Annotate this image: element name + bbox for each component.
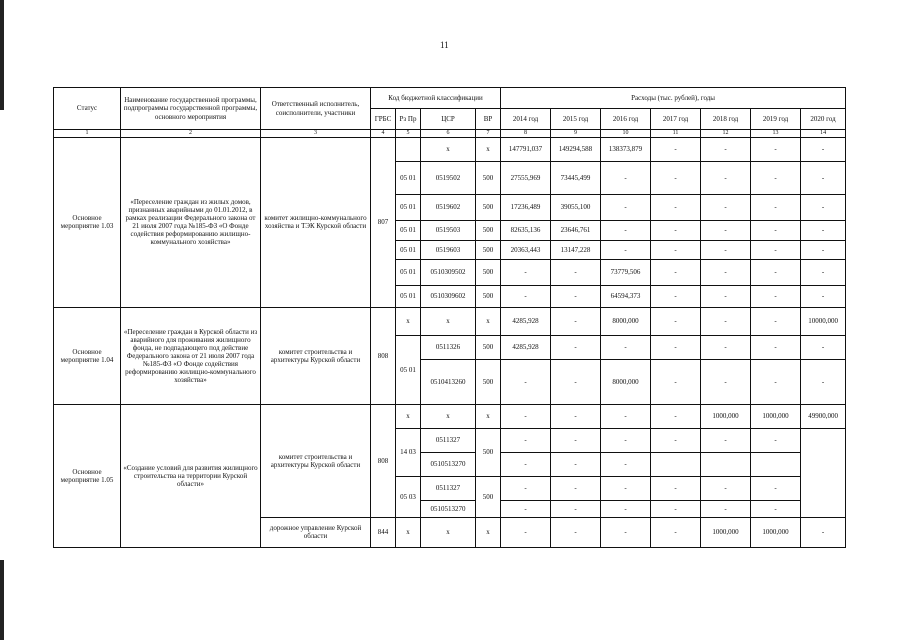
value-cell: -	[651, 307, 701, 335]
value-cell: 82635,136	[501, 220, 551, 240]
grbs-cell: 844	[371, 517, 396, 547]
rzpr-cell: 05 03	[396, 476, 421, 517]
value-cell: -	[501, 404, 551, 428]
col-number: 11	[651, 130, 701, 138]
col-number: 3	[261, 130, 371, 138]
value-cell: -	[651, 259, 701, 285]
value-cell: -	[801, 335, 846, 359]
value-cell: 4285,928	[501, 307, 551, 335]
value-cell: -	[551, 500, 601, 517]
value-cell: -	[751, 335, 801, 359]
scan-edge-bottom	[0, 560, 4, 640]
header-program-name: Наименование государственной программы, подпрограммы государственной программы, основного мероприятия	[121, 88, 261, 130]
value-cell: -	[751, 476, 801, 500]
header-year: 2016 год	[601, 109, 651, 130]
value-cell: -	[701, 137, 751, 161]
header-rzpr: Рз Пр	[396, 109, 421, 130]
scan-edge-top	[0, 0, 4, 110]
value-cell: -	[701, 335, 751, 359]
value-cell: -	[551, 517, 601, 547]
rzpr-cell: 05 01	[396, 220, 421, 240]
vr-cell: 500	[476, 240, 501, 259]
value-cell: -	[751, 285, 801, 307]
rzpr-cell	[396, 137, 421, 161]
vr-cell: 500	[476, 259, 501, 285]
col-number: 7	[476, 130, 501, 138]
value-cell: 8000,000	[601, 359, 651, 404]
budget-table	[53, 87, 846, 548]
value-cell: 13147,228	[551, 240, 601, 259]
value-cell: -	[501, 259, 551, 285]
header-year: 2017 год	[651, 109, 701, 130]
header-executor: Ответственный исполнитель, соисполнители, участники	[261, 88, 371, 130]
value-cell: -	[601, 452, 651, 476]
col-number: 6	[421, 130, 476, 138]
col-number: 1	[54, 130, 121, 138]
value-cell: -	[651, 285, 701, 307]
value-cell: -	[801, 161, 846, 194]
col-number: 12	[701, 130, 751, 138]
value-cell: 4285,928	[501, 335, 551, 359]
header-csr: ЦСР	[421, 109, 476, 130]
value-cell: 1000,000	[751, 404, 801, 428]
csr-cell: х	[421, 404, 476, 428]
csr-cell: 0511327	[421, 428, 476, 452]
value-cell: -	[751, 428, 801, 452]
value-cell: 73779,506	[601, 259, 651, 285]
value-cell: 8000,000	[601, 307, 651, 335]
value-cell: -	[701, 428, 751, 452]
value-cell: 17236,489	[501, 194, 551, 220]
value-cell: -	[701, 307, 751, 335]
vr-cell: х	[476, 404, 501, 428]
csr-cell: 0510309602	[421, 285, 476, 307]
value-cell: 147791,037	[501, 137, 551, 161]
value-cell: -	[501, 428, 551, 452]
value-cell: -	[801, 359, 846, 404]
value-cell: 73445,499	[551, 161, 601, 194]
executor-cell: дорожное управление Курской области	[261, 517, 371, 547]
value-cell: -	[651, 335, 701, 359]
header-status: Статус	[54, 88, 121, 130]
table-row	[54, 307, 846, 335]
value-cell: -	[501, 500, 551, 517]
value-cell: -	[651, 359, 701, 404]
vr-cell: 500	[476, 161, 501, 194]
value-cell: -	[651, 240, 701, 259]
value-cell: -	[801, 194, 846, 220]
value-cell: -	[701, 194, 751, 220]
rzpr-cell: 05 01	[396, 285, 421, 307]
column-number-row	[54, 130, 846, 138]
rzpr-cell: х	[396, 404, 421, 428]
vr-cell: 500	[476, 335, 501, 359]
value-cell: -	[701, 359, 751, 404]
value-cell: -	[551, 476, 601, 500]
program-name-cell: «Переселение граждан из жилых домов, признанных аварийными до 01.01.2012, в рамках реализации Федерального закона от 21 июля 2007 года №185-ФЗ «О Фонде содействия реформированию жилищно-коммунального хозяйства»	[121, 137, 261, 307]
page-number: 11	[440, 40, 449, 50]
value-cell: -	[501, 359, 551, 404]
csr-cell: 0510309502	[421, 259, 476, 285]
csr-cell: 0510513270	[421, 452, 476, 476]
value-cell: 27555,969	[501, 161, 551, 194]
value-cell: 1000,000	[751, 517, 801, 547]
header-year: 2018 год	[701, 109, 751, 130]
value-cell: -	[601, 220, 651, 240]
value-cell: -	[801, 240, 846, 259]
value-cell: -	[601, 161, 651, 194]
rzpr-cell: 05 01	[396, 194, 421, 220]
csr-cell: 0510413260	[421, 359, 476, 404]
vr-cell: 500	[476, 428, 501, 476]
csr-cell: 0511327	[421, 476, 476, 500]
value-cell: -	[801, 517, 846, 547]
header-grbs: ГРБС	[371, 109, 396, 130]
col-number: 10	[601, 130, 651, 138]
vr-cell: х	[476, 137, 501, 161]
value-cell: -	[701, 285, 751, 307]
status-cell: Основное мероприятие 1.04	[54, 307, 121, 404]
value-cell: -	[751, 137, 801, 161]
value-cell: -	[651, 404, 701, 428]
value-cell: -	[801, 220, 846, 240]
value-cell: -	[551, 285, 601, 307]
executor-cell: комитет строительства и архитектуры Курской области	[261, 307, 371, 404]
col-number: 9	[551, 130, 601, 138]
csr-cell: х	[421, 307, 476, 335]
value-cell: -	[751, 194, 801, 220]
value-cell-empty	[801, 428, 846, 517]
vr-cell: х	[476, 517, 501, 547]
value-cell: -	[751, 500, 801, 517]
vr-cell: 500	[476, 476, 501, 517]
value-cell: -	[651, 517, 701, 547]
value-cell: 49900,000	[801, 404, 846, 428]
rzpr-cell: х	[396, 517, 421, 547]
value-cell: 10000,000	[801, 307, 846, 335]
executor-cell: комитет строительства и архитектуры Курской области	[261, 404, 371, 517]
value-cell: -	[701, 220, 751, 240]
csr-cell: х	[421, 137, 476, 161]
status-cell: Основное мероприятие 1.03	[54, 137, 121, 307]
value-cell-empty	[701, 452, 751, 476]
grbs-cell: 807	[371, 137, 396, 307]
value-cell: -	[601, 500, 651, 517]
value-cell: -	[551, 335, 601, 359]
header-year: 2014 год	[501, 109, 551, 130]
rzpr-cell: х	[396, 307, 421, 335]
rzpr-cell: 14 03	[396, 428, 421, 476]
value-cell: -	[751, 307, 801, 335]
grbs-cell: 808	[371, 307, 396, 404]
value-cell: -	[601, 428, 651, 452]
value-cell: -	[551, 359, 601, 404]
value-cell: -	[801, 259, 846, 285]
value-cell: -	[551, 404, 601, 428]
value-cell: -	[501, 452, 551, 476]
value-cell: -	[801, 137, 846, 161]
value-cell: -	[601, 404, 651, 428]
col-number: 8	[501, 130, 551, 138]
value-cell: 1000,000	[701, 404, 751, 428]
value-cell: -	[801, 285, 846, 307]
value-cell: -	[551, 452, 601, 476]
value-cell: -	[701, 259, 751, 285]
header-year: 2015 год	[551, 109, 601, 130]
value-cell: 1000,000	[701, 517, 751, 547]
table-row	[54, 137, 846, 161]
program-name-cell: «Переселение граждан в Курской области из аварийного для проживания жилищного фонда, не подпадающего под действие Федерального закона от 21 июля 2007 года №185-ФЗ «О Фонде содействия реформированию жилищно-коммунального хозяйства»	[121, 307, 261, 404]
header-year: 2020 год	[801, 109, 846, 130]
rzpr-cell: 05 01	[396, 240, 421, 259]
rzpr-cell: 05 01	[396, 335, 421, 404]
vr-cell: 500	[476, 359, 501, 404]
col-number: 5	[396, 130, 421, 138]
col-number: 2	[121, 130, 261, 138]
csr-cell: 0511326	[421, 335, 476, 359]
value-cell: -	[551, 307, 601, 335]
col-number: 4	[371, 130, 396, 138]
value-cell: -	[501, 476, 551, 500]
header-row	[54, 88, 846, 109]
csr-cell: 0519602	[421, 194, 476, 220]
header-budget-code: Код бюджетной классификации	[371, 88, 501, 109]
value-cell: 138373,879	[601, 137, 651, 161]
value-cell: -	[551, 428, 601, 452]
value-cell: -	[601, 517, 651, 547]
value-cell: -	[501, 517, 551, 547]
value-cell: -	[751, 240, 801, 259]
vr-cell: х	[476, 307, 501, 335]
csr-cell: 0519603	[421, 240, 476, 259]
value-cell: -	[701, 500, 751, 517]
program-name-cell: «Создание условий для развития жилищного строительства на территории Курской области»	[121, 404, 261, 547]
value-cell: 20363,443	[501, 240, 551, 259]
value-cell: -	[651, 476, 701, 500]
value-cell: -	[601, 335, 651, 359]
vr-cell: 500	[476, 220, 501, 240]
value-cell: -	[701, 240, 751, 259]
value-cell-empty	[751, 452, 801, 476]
value-cell: -	[651, 428, 701, 452]
value-cell: -	[751, 220, 801, 240]
rzpr-cell: 05 01	[396, 161, 421, 194]
value-cell: 64594,373	[601, 285, 651, 307]
executor-cell: комитет жилищно-коммунального хозяйства и ТЭК Курской области	[261, 137, 371, 307]
value-cell-empty	[651, 452, 701, 476]
header-vr: ВР	[476, 109, 501, 130]
value-cell: -	[651, 500, 701, 517]
rzpr-cell: 05 01	[396, 259, 421, 285]
value-cell: -	[751, 259, 801, 285]
vr-cell: 500	[476, 194, 501, 220]
value-cell: -	[551, 259, 601, 285]
status-cell: Основное мероприятие 1.05	[54, 404, 121, 547]
col-number: 14	[801, 130, 846, 138]
value-cell: -	[651, 194, 701, 220]
value-cell: -	[501, 285, 551, 307]
csr-cell: 0510513270	[421, 500, 476, 517]
table-row	[54, 404, 846, 428]
value-cell: -	[701, 161, 751, 194]
value-cell: 23646,761	[551, 220, 601, 240]
header-expenses: Расходы (тыс. рублей), годы	[501, 88, 846, 109]
col-number: 13	[751, 130, 801, 138]
csr-cell: х	[421, 517, 476, 547]
value-cell: -	[751, 161, 801, 194]
value-cell: -	[651, 220, 701, 240]
value-cell: -	[701, 476, 751, 500]
value-cell: -	[601, 476, 651, 500]
value-cell: 149294,588	[551, 137, 601, 161]
header-year: 2019 год	[751, 109, 801, 130]
csr-cell: 0519503	[421, 220, 476, 240]
grbs-cell: 808	[371, 404, 396, 517]
value-cell: 39055,100	[551, 194, 601, 220]
value-cell: -	[651, 137, 701, 161]
value-cell: -	[601, 240, 651, 259]
csr-cell: 0519502	[421, 161, 476, 194]
value-cell: -	[751, 359, 801, 404]
value-cell: -	[601, 194, 651, 220]
vr-cell: 500	[476, 285, 501, 307]
value-cell: -	[651, 161, 701, 194]
